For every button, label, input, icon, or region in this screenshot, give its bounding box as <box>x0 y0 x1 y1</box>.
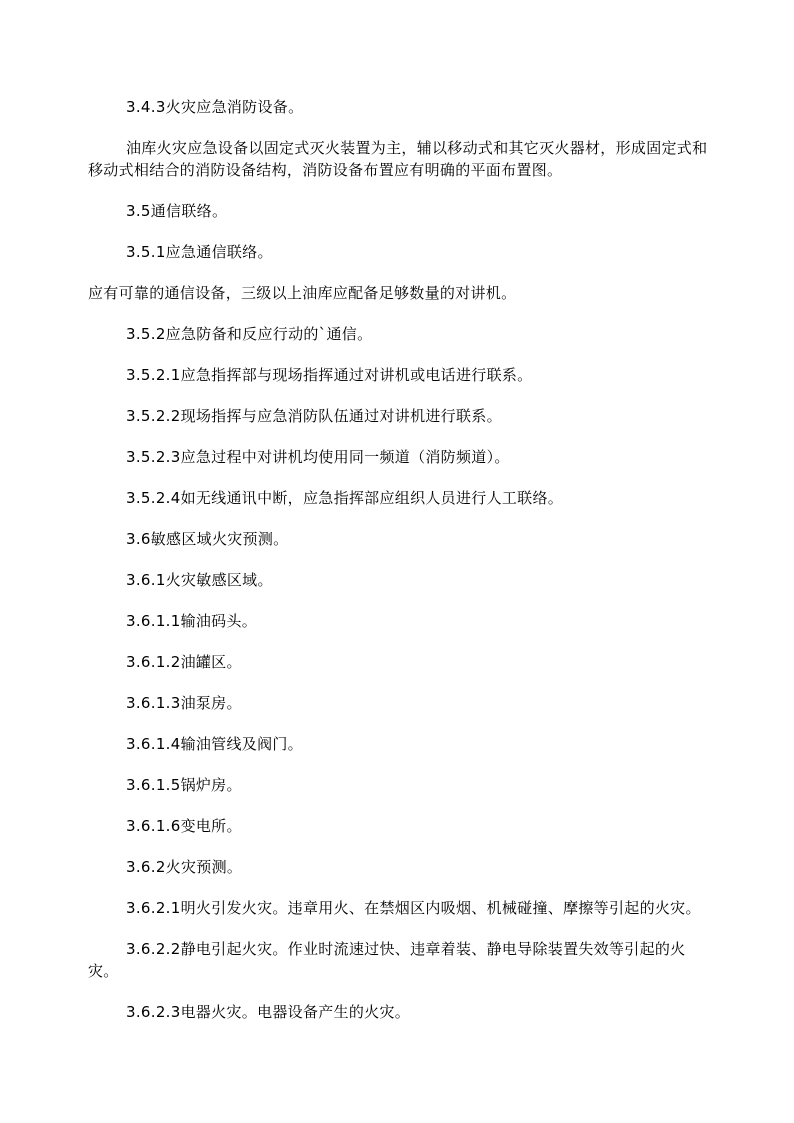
paragraph-item-3-6-1-2: 3.6.1.2油罐区。 <box>126 653 242 671</box>
paragraph-heading-3-6-1: 3.6.1火灾敏感区域。 <box>126 571 273 589</box>
paragraph-item-3-6-1-4: 3.6.1.4输油管线及阀门。 <box>126 735 303 753</box>
document-body <box>88 96 708 1042</box>
paragraph-item-3-6-2-3: 3.6.2.3电器火灾。电器设备产生的火灾。 <box>126 1003 411 1021</box>
paragraph-item-3-6-2-2: 3.6.2.2静电引起火灾。作业时流速过快、违章着装、静电导除装置失效等引起的火灾。 <box>88 940 686 980</box>
paragraph-communication-desc: 应有可靠的通信设备，三级以上油库应配备足够数量的对讲机。 <box>88 284 517 302</box>
paragraph-item-3-6-1-5: 3.6.1.5锅炉房。 <box>126 776 242 794</box>
paragraph-heading-3-4-3: 3.4.3火灾应急消防设备。 <box>126 98 304 116</box>
paragraph-item-3-6-1-6: 3.6.1.6变电所。 <box>126 817 242 835</box>
paragraph-item-3-5-2-3: 3.5.2.3应急过程中对讲机均使用同一频道（消防频道）。 <box>126 448 510 466</box>
paragraph-heading-3-5-2: 3.5.2应急防备和反应行动的`通信。 <box>126 325 373 343</box>
paragraph-item-3-6-2-1: 3.6.2.1明火引发火灾。违章用火、在禁烟区内吸烟、机械碰撞、摩擦等引起的火灾。 <box>126 899 701 917</box>
paragraph-item-3-5-2-2: 3.5.2.2现场指挥与应急消防队伍通过对讲机进行联系。 <box>126 407 502 425</box>
paragraph-fire-equipment-desc: 油库火灾应急设备以固定式灭火装置为主，辅以移动式和其它灭火器材，形成固定式和移动式相结合的消防设备结构，消防设备布置应有明确的平面布置图。 <box>88 139 708 179</box>
paragraph-item-3-5-2-4: 3.5.2.4如无线通讯中断，应急指挥部应组织人员进行人工联络。 <box>126 489 564 507</box>
paragraph-heading-3-6: 3.6敏感区域火灾预测。 <box>126 530 289 548</box>
paragraph-item-3-6-1-3: 3.6.1.3油泵房。 <box>126 694 242 712</box>
paragraph-heading-3-5-1: 3.5.1应急通信联络。 <box>126 243 273 261</box>
paragraph-item-3-6-1-1: 3.6.1.1输油码头。 <box>126 612 258 630</box>
paragraph-heading-3-6-2: 3.6.2火灾预测。 <box>126 858 243 876</box>
paragraph-item-3-5-2-1: 3.5.2.1应急指挥部与现场指挥通过对讲机或电话进行联系。 <box>126 366 533 384</box>
paragraph-heading-3-5: 3.5通信联络。 <box>126 202 228 220</box>
